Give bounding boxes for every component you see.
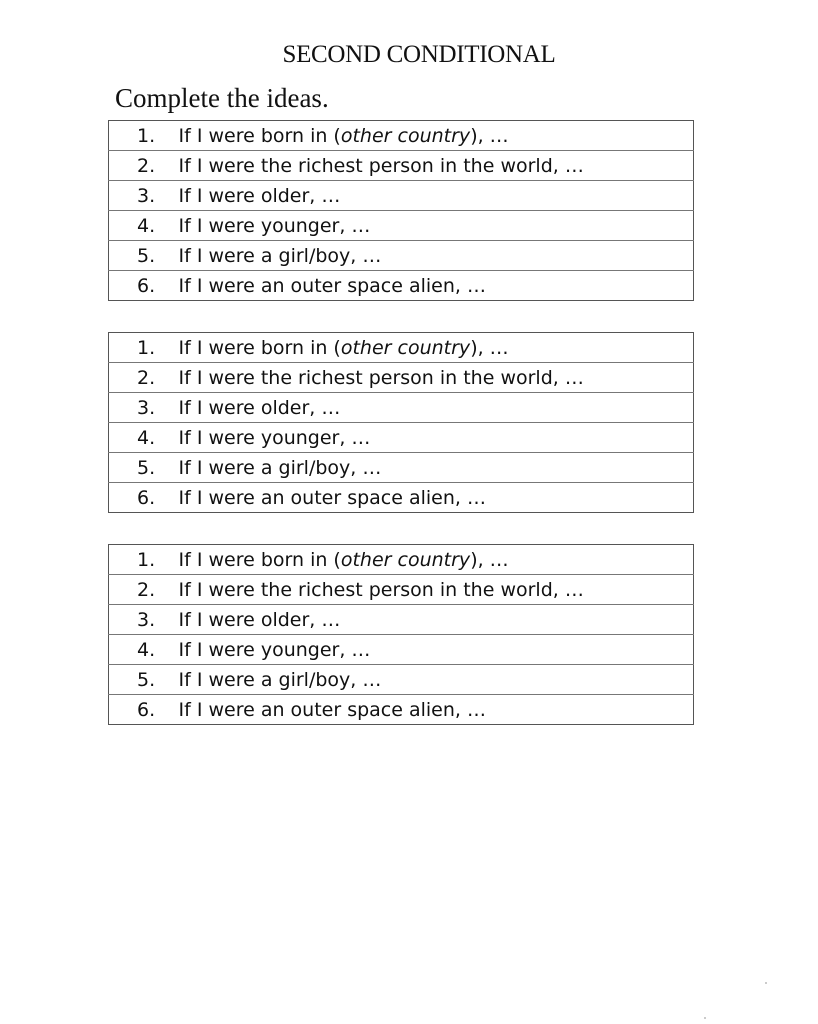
item-text-start: If I were a girl/boy, … (178, 244, 382, 267)
table-row (109, 271, 694, 301)
item-text-start: If I were a girl/boy, … (178, 456, 382, 479)
item-text-end: ), … (470, 548, 509, 571)
table-row (109, 241, 694, 271)
item-text-italic: other country (340, 124, 471, 147)
item-text-start: If I were an outer space alien, … (178, 274, 486, 297)
item-number: 2. (109, 575, 179, 605)
item-number: 3. (109, 181, 179, 211)
table-row (109, 545, 694, 575)
item-text-end: ), … (470, 124, 509, 147)
item-text (179, 605, 694, 635)
item-text-start: If I were an outer space alien, … (178, 698, 486, 721)
table-row (109, 423, 694, 453)
item-number: 1. (109, 121, 179, 151)
table-row (109, 453, 694, 483)
item-text (179, 423, 694, 453)
item-text-start: If I were younger, … (178, 214, 371, 237)
item-text (179, 181, 694, 211)
item-text-start: If I were older, … (178, 396, 341, 419)
speck-mark (704, 1017, 706, 1019)
table-row (109, 695, 694, 725)
item-number: 5. (109, 453, 179, 483)
item-text-start: If I were younger, … (178, 426, 371, 449)
item-text-start: If I were younger, … (178, 638, 371, 661)
item-text-start: If I were born in ( (178, 548, 341, 571)
item-text-italic: other country (340, 336, 471, 359)
item-text-start: If I were the richest person in the world, … (178, 366, 584, 389)
item-number: 4. (109, 211, 179, 241)
item-text (179, 363, 694, 393)
item-text (179, 151, 694, 181)
item-number: 1. (109, 333, 179, 363)
table-row (109, 363, 694, 393)
item-number: 4. (109, 635, 179, 665)
item-text (179, 241, 694, 271)
item-text-start: If I were born in ( (178, 336, 341, 359)
item-text-start: If I were the richest person in the world, … (178, 578, 584, 601)
item-text (179, 665, 694, 695)
table-row (109, 483, 694, 513)
item-number: 6. (109, 483, 179, 513)
item-text (179, 121, 694, 151)
item-text (179, 453, 694, 483)
item-text (179, 635, 694, 665)
item-number: 3. (109, 605, 179, 635)
item-text (179, 271, 694, 301)
table-row (109, 211, 694, 241)
item-text (179, 333, 694, 363)
item-text (179, 393, 694, 423)
item-text (179, 545, 694, 575)
item-text-start: If I were older, … (178, 608, 341, 631)
table-row (109, 393, 694, 423)
instructions: Complete the ideas. (115, 83, 329, 113)
item-number: 5. (109, 241, 179, 271)
item-text-end: ), … (470, 336, 509, 359)
item-number: 2. (109, 363, 179, 393)
item-text-start: If I were an outer space alien, … (178, 486, 486, 509)
item-number: 4. (109, 423, 179, 453)
table-row (109, 121, 694, 151)
item-text-start: If I were a girl/boy, … (178, 668, 382, 691)
worksheet-title: SECOND CONDITIONAL (282, 41, 556, 68)
table-row (109, 151, 694, 181)
speck-mark (765, 982, 767, 984)
item-number: 5. (109, 665, 179, 695)
item-number: 6. (109, 695, 179, 725)
table-row (109, 605, 694, 635)
item-number: 1. (109, 545, 179, 575)
item-text (179, 211, 694, 241)
table-row (109, 333, 694, 363)
item-number: 6. (109, 271, 179, 301)
item-text (179, 695, 694, 725)
item-number: 2. (109, 151, 179, 181)
ideas-table-2 (108, 332, 694, 513)
ideas-table-1 (108, 120, 694, 301)
table-row (109, 635, 694, 665)
item-text-start: If I were older, … (178, 184, 341, 207)
table-row (109, 665, 694, 695)
table-row (109, 575, 694, 605)
item-text-start: If I were born in ( (178, 124, 341, 147)
item-number: 3. (109, 393, 179, 423)
ideas-table-3 (108, 544, 694, 725)
item-text-start: If I were the richest person in the world, … (178, 154, 584, 177)
item-text (179, 483, 694, 513)
item-text (179, 575, 694, 605)
table-row (109, 181, 694, 211)
item-text-italic: other country (340, 548, 471, 571)
